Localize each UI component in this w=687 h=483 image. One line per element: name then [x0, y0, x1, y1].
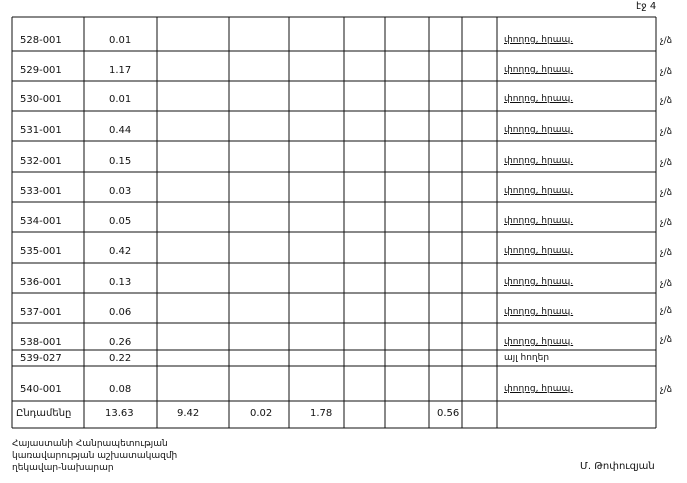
parcel-code: 535-001: [20, 246, 62, 257]
parcel-code: 539-027: [20, 353, 62, 364]
land-type: փողոց, հրապ.: [504, 94, 574, 104]
parcel-code: 540-001: [20, 384, 62, 395]
parcel-code: 531-001: [20, 125, 62, 136]
area-value: 0.05: [109, 216, 132, 227]
totals-value-3: 1.78: [310, 408, 333, 419]
margin-mark: չ/ձ: [660, 248, 673, 258]
parcel-code: 529-001: [20, 65, 62, 76]
land-type: փողոց, հրապ.: [504, 277, 574, 287]
margin-mark: չ/ձ: [660, 385, 673, 395]
parcel-code: 536-001: [20, 277, 62, 288]
land-type: փողոց, հրապ.: [504, 337, 574, 347]
margin-mark: չ/ձ: [660, 36, 673, 46]
land-type: փողոց, հրապ.: [504, 216, 574, 226]
page-number: էջ 4: [636, 1, 657, 12]
table-row: [12, 307, 656, 336]
table-row: [12, 186, 656, 215]
parcel-code: 533-001: [20, 186, 62, 197]
table-row: [12, 156, 656, 185]
area-value: 0.08: [109, 384, 132, 395]
signatory-title-line: ղեկավար-նախարար: [12, 463, 114, 473]
totals-value-2: 0.02: [250, 408, 273, 419]
signatory-title-line: կառավարության աշխատակազմի: [12, 451, 178, 461]
margin-mark: չ/ձ: [660, 127, 673, 137]
parcel-code: 530-001: [20, 94, 62, 105]
table-row: [12, 216, 656, 245]
margin-mark: չ/ձ: [660, 158, 673, 168]
parcel-code: 534-001: [20, 216, 62, 227]
area-value: 0.01: [109, 35, 132, 46]
area-value: 0.13: [109, 277, 132, 288]
area-value: 0.22: [109, 353, 132, 364]
parcel-code: 538-001: [20, 337, 62, 348]
table-row: [12, 277, 656, 306]
table-row: [12, 35, 656, 64]
parcel-code: 528-001: [20, 35, 62, 46]
land-type: փողոց, հրապ.: [504, 186, 574, 196]
area-value: 0.42: [109, 246, 132, 257]
totals-value-1: 9.42: [177, 408, 200, 419]
area-value: 0.26: [109, 337, 132, 348]
land-type: փողոց, հրապ.: [504, 246, 574, 256]
margin-mark: չ/ձ: [660, 96, 673, 106]
area-value: 1.17: [109, 65, 132, 76]
margin-mark: չ/ձ: [660, 218, 673, 228]
land-type: փողոց, հրապ.: [504, 65, 574, 75]
land-type: այլ հողեր: [504, 353, 550, 363]
table-row: [12, 65, 656, 94]
area-value: 0.15: [109, 156, 132, 167]
totals-value-4: 0.56: [437, 408, 460, 419]
area-value: 0.44: [109, 125, 132, 136]
table-row: [12, 125, 656, 154]
signatory-name: Մ. Թոփուզյան: [580, 461, 655, 472]
signatory-title: [12, 438, 177, 474]
land-type: փողոց, հրապ.: [504, 156, 574, 166]
totals-label: Ընդամենը: [16, 408, 72, 419]
parcel-code: 537-001: [20, 307, 62, 318]
land-type: փողոց, հրապ.: [504, 125, 574, 135]
table-row: [12, 246, 656, 275]
land-type: փողոց, հրապ.: [504, 307, 574, 317]
table-row: [12, 353, 656, 382]
area-value: 0.03: [109, 186, 132, 197]
margin-mark: չ/ձ: [660, 306, 673, 316]
area-value: 0.06: [109, 307, 132, 318]
table-row: [12, 94, 656, 123]
land-type: փողոց, հրապ.: [504, 35, 574, 45]
margin-mark: չ/ձ: [660, 188, 673, 198]
margin-mark: չ/ձ: [660, 335, 673, 345]
parcel-code: 532-001: [20, 156, 62, 167]
margin-mark: չ/ձ: [660, 67, 673, 77]
totals-area: 13.63: [105, 408, 134, 419]
land-type: փողոց, հրապ.: [504, 384, 574, 394]
area-value: 0.01: [109, 94, 132, 105]
signatory-title-line: Հայաստանի Հանրապետության: [12, 439, 168, 449]
margin-mark: չ/ձ: [660, 279, 673, 289]
